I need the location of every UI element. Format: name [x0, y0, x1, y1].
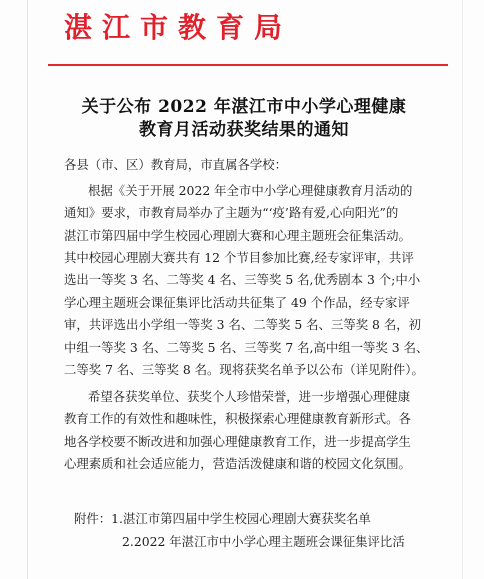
- paragraph-2-line: 地各学校要不断改进和加强心理健康教育工作，进一步提高学生: [64, 434, 411, 449]
- paragraph-1-line: 审，共评选出小学组一等奖 3 名、二等奖 5 名、三等奖 8 名，初: [64, 317, 422, 332]
- paragraph-1-line: 学心理主题班会课征集评比活动共征集了 49 个作品，经专家评: [64, 295, 410, 310]
- paragraph-1-line: 中组一等奖 3 名、二等奖 5 名、三等奖 7 名,高中组一等奖 3 名、: [64, 340, 429, 355]
- paragraph-1-line: 湛江市第四届中学生校园心理剧大赛和心理主题班会征集活动。: [64, 228, 411, 243]
- paragraph-2-line: 希望各获奖单位、获奖个人珍惜荣誉，进一步增强心理健康: [88, 389, 411, 404]
- attachment-item-2: 2.2022 年湛江市中小学心理主题班会课征集评比活: [122, 534, 405, 549]
- page-edge-right: [462, 0, 463, 579]
- paragraph-2-line: 心理素质和社会适应能力，营造活泼健康和谐的校园文化氛围。: [64, 456, 411, 471]
- notice-title-line-1: 关于公布 2022 年湛江市中小学心理健康: [81, 97, 407, 117]
- notice-title-line-2: 教育月活动获奖结果的通知: [139, 120, 349, 140]
- paragraph-1-line: 通知》要求，市教育局举办了主题为“‘疫’路有爱,心向阳光”的: [64, 205, 399, 220]
- salutation: 各县（市、区）教育局，市直属各学校：: [64, 157, 288, 172]
- letterhead-title: 湛江市教育局: [64, 11, 293, 44]
- letterhead-red-rule: [48, 64, 448, 66]
- paragraph-1-line: 选出一等奖 3 名、二等奖 4 名、三等奖 5 名,优秀剧本 3 个;中小: [64, 272, 421, 287]
- page-edge-left: [27, 0, 28, 579]
- paragraph-1-line: 其中校园心理剧大赛共有 12 个节目参加比赛,经专家评审，共评: [64, 250, 414, 265]
- paragraph-2-line: 教育工作的有效性和趣味性，积极探索心理健康教育新形式。各: [64, 411, 411, 426]
- attachment-item-1: 附件：1.湛江市第四届中学生校园心理剧大赛获奖名单: [74, 511, 371, 526]
- paragraph-1-line: 根据《关于开展 2022 年全市中小学心理健康教育月活动的: [88, 183, 413, 198]
- paragraph-1-line: 二等奖 7 名、三等奖 8 名。现将获奖名单予以公布（详见附件）。: [64, 362, 424, 377]
